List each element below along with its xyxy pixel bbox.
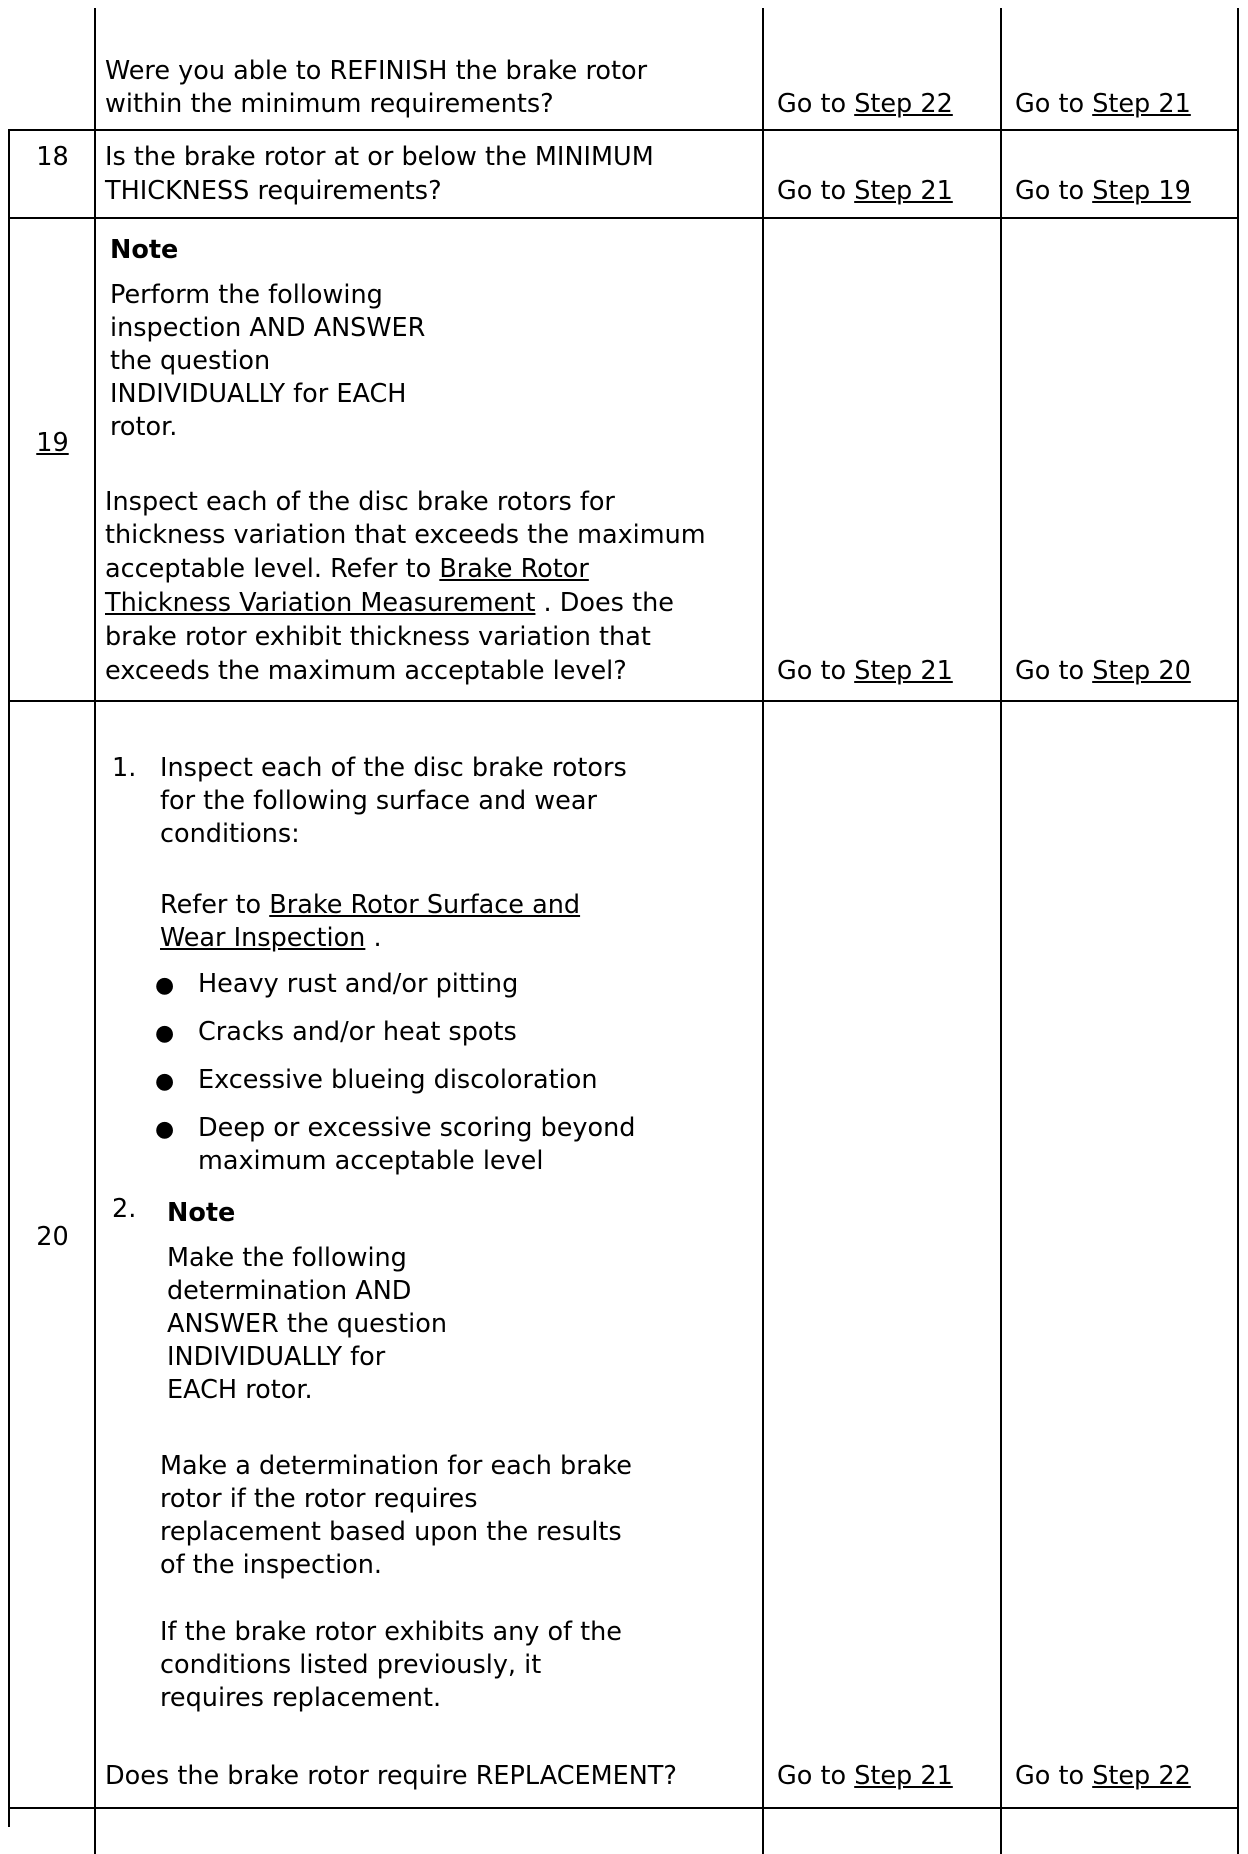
refer-text: Refer to Brake Rotor Surface and — [160, 890, 581, 920]
bullet-text: maximum acceptable level — [198, 1146, 544, 1176]
question-text: Inspect each of the disc brake rotors for — [105, 487, 615, 517]
question-text: exceeds the maximum acceptable level? — [105, 656, 627, 686]
condition-text: If the brake rotor exhibits any of the — [160, 1617, 622, 1647]
step-link[interactable]: Step 21 — [854, 656, 953, 686]
note-text: EACH rotor. — [167, 1375, 313, 1405]
step-link[interactable]: Step 19 — [1092, 176, 1191, 206]
bullet-text: Excessive blueing discoloration — [198, 1065, 598, 1095]
question-text: brake rotor exhibit thickness variation that — [105, 622, 651, 652]
column-divider-yes — [762, 8, 764, 1854]
list-item-text: Inspect each of the disc brake rotors — [160, 753, 627, 783]
yes-action: Go to Step 21 — [777, 656, 953, 686]
note-text: rotor. — [110, 412, 178, 442]
question-text: thickness variation that exceeds the maximum — [105, 520, 706, 550]
step-link[interactable]: Step 21 — [1092, 89, 1191, 119]
step-link[interactable]: Step 22 — [854, 89, 953, 119]
determination-text: replacement based upon the results — [160, 1517, 622, 1547]
row-divider — [8, 700, 1239, 702]
step-number: 18 — [36, 142, 69, 172]
note-text: Make the following — [167, 1243, 407, 1273]
bullet-dot: ● — [155, 1021, 175, 1046]
note-text: the question — [110, 346, 271, 376]
bullet-text: Heavy rust and/or pitting — [198, 969, 519, 999]
note-title: Note — [167, 1198, 236, 1228]
no-action: Go to Step 19 — [1015, 176, 1191, 206]
step-number: 20 — [36, 1222, 69, 1252]
reference-link[interactable]: Wear Inspection — [160, 923, 366, 953]
step-link[interactable]: Step 22 — [1092, 1761, 1191, 1791]
determination-text: rotor if the rotor requires — [160, 1484, 478, 1514]
yes-action: Go to Step 21 — [777, 1761, 953, 1791]
column-divider-step — [94, 8, 96, 1854]
note-text: INDIVIDUALLY for EACH — [110, 379, 407, 409]
bullet-text: Deep or excessive scoring beyond — [198, 1113, 636, 1143]
reference-link[interactable]: Brake Rotor Surface and — [269, 890, 581, 920]
determination-text: Make a determination for each brake — [160, 1451, 632, 1481]
yes-action: Go to Step 22 — [777, 89, 953, 119]
refer-text: Wear Inspection . — [160, 923, 382, 953]
step-link[interactable]: Step 20 — [1092, 656, 1191, 686]
question-text: Is the brake rotor at or below the MINIMUM — [105, 142, 654, 172]
note-text: determination AND — [167, 1276, 412, 1306]
step-number-link[interactable]: 19 — [36, 428, 69, 458]
question-text: within the minimum requirements? — [105, 89, 554, 119]
bullet-dot: ● — [155, 1069, 175, 1094]
column-divider-no — [1000, 8, 1002, 1854]
step-link[interactable]: Step 21 — [854, 176, 953, 206]
list-item-text: conditions: — [160, 819, 300, 849]
condition-text: requires replacement. — [160, 1683, 442, 1713]
yes-action: Go to Step 21 — [777, 176, 953, 206]
row-divider — [8, 217, 1239, 219]
list-item-text: for the following surface and wear — [160, 786, 597, 816]
determination-text: of the inspection. — [160, 1550, 383, 1580]
no-action: Go to Step 20 — [1015, 656, 1191, 686]
note-text: Perform the following — [110, 280, 383, 310]
row-divider — [8, 1807, 1239, 1809]
no-action: Go to Step 22 — [1015, 1761, 1191, 1791]
note-text: INDIVIDUALLY for — [167, 1342, 386, 1372]
question-text: Does the brake rotor require REPLACEMENT? — [105, 1761, 677, 1791]
condition-text: conditions listed previously, it — [160, 1650, 542, 1680]
question-text: Thickness Variation Measurement . Does the — [105, 588, 674, 618]
row-divider — [8, 129, 1239, 131]
bullet-text: Cracks and/or heat spots — [198, 1017, 517, 1047]
question-text: THICKNESS requirements? — [105, 176, 442, 206]
list-number: 1. — [112, 753, 137, 783]
bullet-dot: ● — [155, 1117, 175, 1142]
reference-link[interactable]: Brake Rotor — [439, 554, 589, 584]
note-text: inspection AND ANSWER — [110, 313, 426, 343]
bullet-dot: ● — [155, 973, 175, 998]
reference-link[interactable]: Thickness Variation Measurement — [105, 588, 536, 618]
no-action: Go to Step 21 — [1015, 89, 1191, 119]
question-text: acceptable level. Refer to Brake Rotor — [105, 554, 589, 584]
list-number: 2. — [112, 1194, 137, 1224]
step-link[interactable]: Step 21 — [854, 1761, 953, 1791]
question-text: Were you able to REFINISH the brake rotor — [105, 56, 648, 86]
table-border-right — [1237, 8, 1239, 1854]
note-title: Note — [110, 235, 179, 265]
table-border-left — [8, 130, 10, 1827]
note-text: ANSWER the question — [167, 1309, 447, 1339]
